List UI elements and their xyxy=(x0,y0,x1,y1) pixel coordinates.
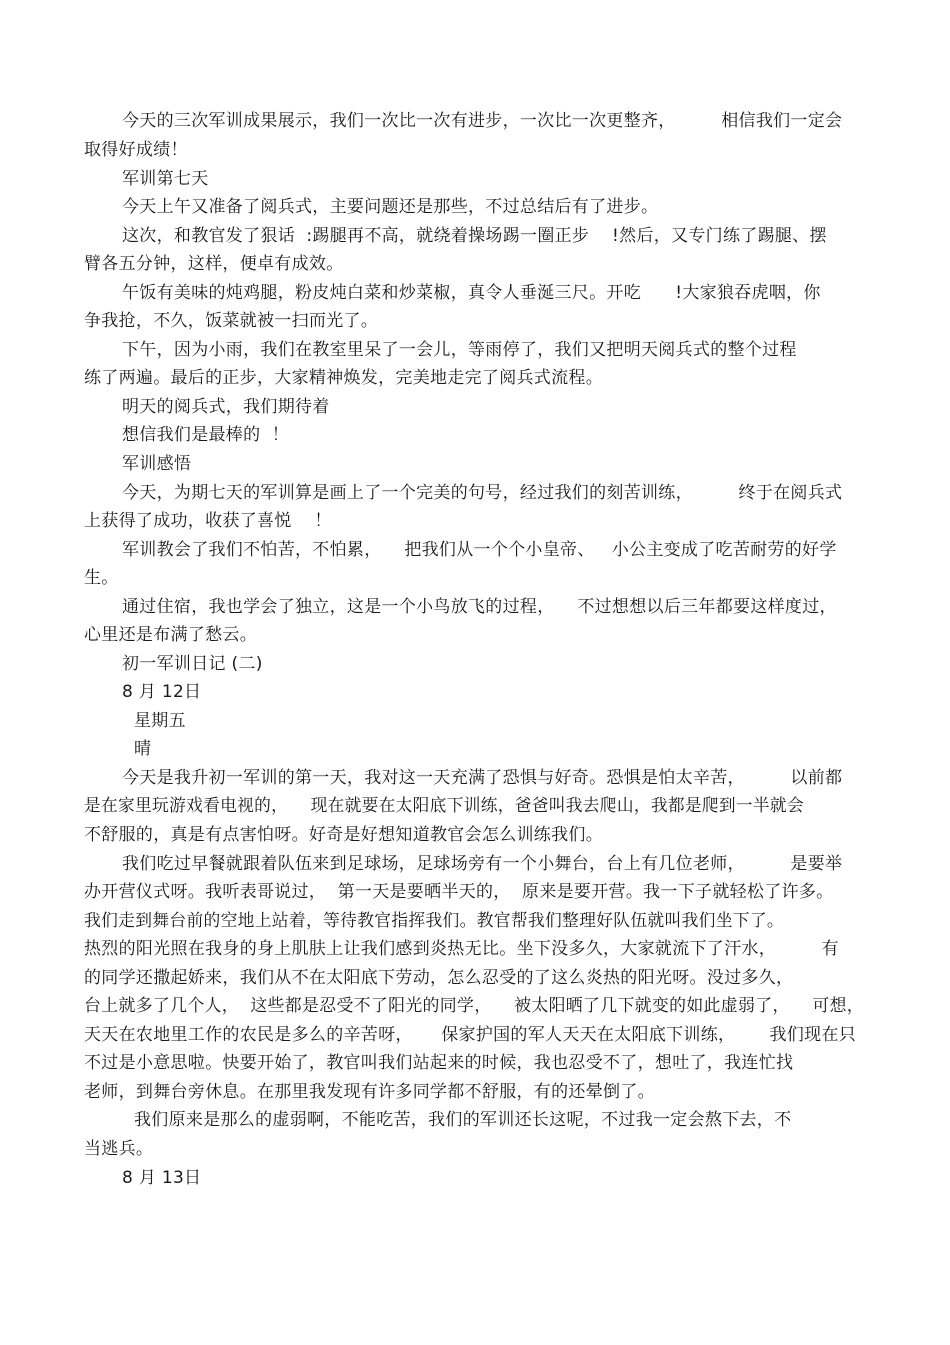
text-line: 星期五 xyxy=(134,711,186,731)
text-line: 午饭有美味的炖鸡腿，粉皮炖白菜和炒菜椒，真令人垂涎三尺。开吃 !大家狼吞虎咽，你 xyxy=(122,283,821,303)
text-line: 当逃兵。 xyxy=(84,1139,154,1159)
text-line: 争我抢，不久，饭菜就被一扫而光了。 xyxy=(84,311,379,331)
text-line: 初一军训日记 (二) xyxy=(122,654,263,674)
text-line: 臂各五分钟，这样，便卓有成效。 xyxy=(84,254,344,274)
text-line: 我们走到舞台前的空地上站着，等待教官指挥我们。教官帮我们整理好队伍就叫我们坐下了。 xyxy=(84,911,785,931)
text-line: 明天的阅兵式，我们期待着 xyxy=(122,397,330,417)
text-line: 练了两遍。最后的正步，大家精神焕发，完美地走完了阅兵式流程。 xyxy=(84,368,603,388)
text-line: 上获得了成功，收获了喜悦 ！ xyxy=(84,511,332,531)
text-line: 我们原来是那么的虚弱啊，不能吃苦，我们的军训还长这呢，不过我一定会熬下去，不 xyxy=(134,1110,792,1130)
text-line: 今天，为期七天的军训算是画上了一个完美的句号，经过我们的刻苦训练， 终于在阅兵式 xyxy=(122,483,843,503)
text-line: 取得好成绩！ xyxy=(84,140,188,160)
text-line: 热烈的阳光照在我身的身上肌肤上让我们感到炎热无比。坐下没多久，大家就流下了汗水， 有 xyxy=(84,939,839,959)
text-line: 晴 xyxy=(134,739,152,759)
text-line: 是在家里玩游戏看电视的， 现在就要在太阳底下训练，爸爸叫我去爬山，我都是爬到一半就会 xyxy=(84,796,804,816)
text-line: 生。 xyxy=(84,568,119,588)
text-line: 军训教会了我们不怕苦，不怕累， 把我们从一个个小皇帝、 小公主变成了吃苦耐劳的好学 xyxy=(122,540,837,560)
text-line: 台上就多了几个人， 这些都是忍受不了阳光的同学， 被太阳晒了几下就变的如此虚弱了， 可想， xyxy=(84,996,865,1016)
text-line: 今天的三次军训成果展示，我们一次比一次有进步，一次比一次更整齐， 相信我们一定会 xyxy=(122,111,843,131)
text-line: 办开营仪式呀。我听表哥说过， 第一天是要晒半天的， 原来是要开营。我一下子就轻松了许多。 xyxy=(84,882,834,902)
text-line: 军训第七天 xyxy=(122,169,209,189)
text-line: 的同学还撒起娇来，我们从不在太阳底下劳动，怎么忍受的了这么炎热的阳光呀。没过多久， xyxy=(84,968,794,988)
text-line: 我们吃过早餐就跟着队伍来到足球场，足球场旁有一个小舞台，台上有几位老师， 是要举 xyxy=(122,854,843,874)
text-line: 天天在农地里工作的农民是多么的辛苦呀， 保家护国的军人天天在太阳底下训练， 我们现在只 xyxy=(84,1025,857,1045)
text-line: 今天是我升初一军训的第一天，我对这一天充满了恐惧与好奇。恐惧是怕太辛苦， 以前都 xyxy=(122,768,843,788)
text-line: 8 月 12日 xyxy=(122,682,202,702)
text-line: 通过住宿，我也学会了独立，这是一个小鸟放飞的过程， 不过想想以后三年都要这样度过， xyxy=(122,597,837,617)
text-line: 这次，和教官发了狠话 :踢腿再不高，就绕着操场踢一圈正步 !然后，又专门练了踢腿、摆 xyxy=(122,226,827,246)
text-line: 军训感悟 xyxy=(122,454,192,474)
text-line: 下午，因为小雨，我们在教室里呆了一会儿，等雨停了，我们又把明天阅兵式的整个过程 xyxy=(122,340,797,360)
text-line: 不过是小意思啦。快要开始了，教官叫我们站起来的时候，我也忍受不了，想吐了，我连忙找 xyxy=(84,1053,794,1073)
text-line: 心里还是布满了愁云。 xyxy=(84,625,257,645)
text-line: 老师，到舞台旁休息。在那里我发现有许多同学都不舒服，有的还晕倒了。 xyxy=(84,1082,655,1102)
text-line: 想信我们是最棒的 ！ xyxy=(122,425,290,445)
text-line: 8 月 13日 xyxy=(122,1168,202,1188)
text-line: 不舒服的，真是有点害怕呀。好奇是好想知道教官会怎么训练我们。 xyxy=(84,825,603,845)
text-line: 今天上午又准备了阅兵式，主要问题还是那些，不过总结后有了进步。 xyxy=(122,197,659,217)
